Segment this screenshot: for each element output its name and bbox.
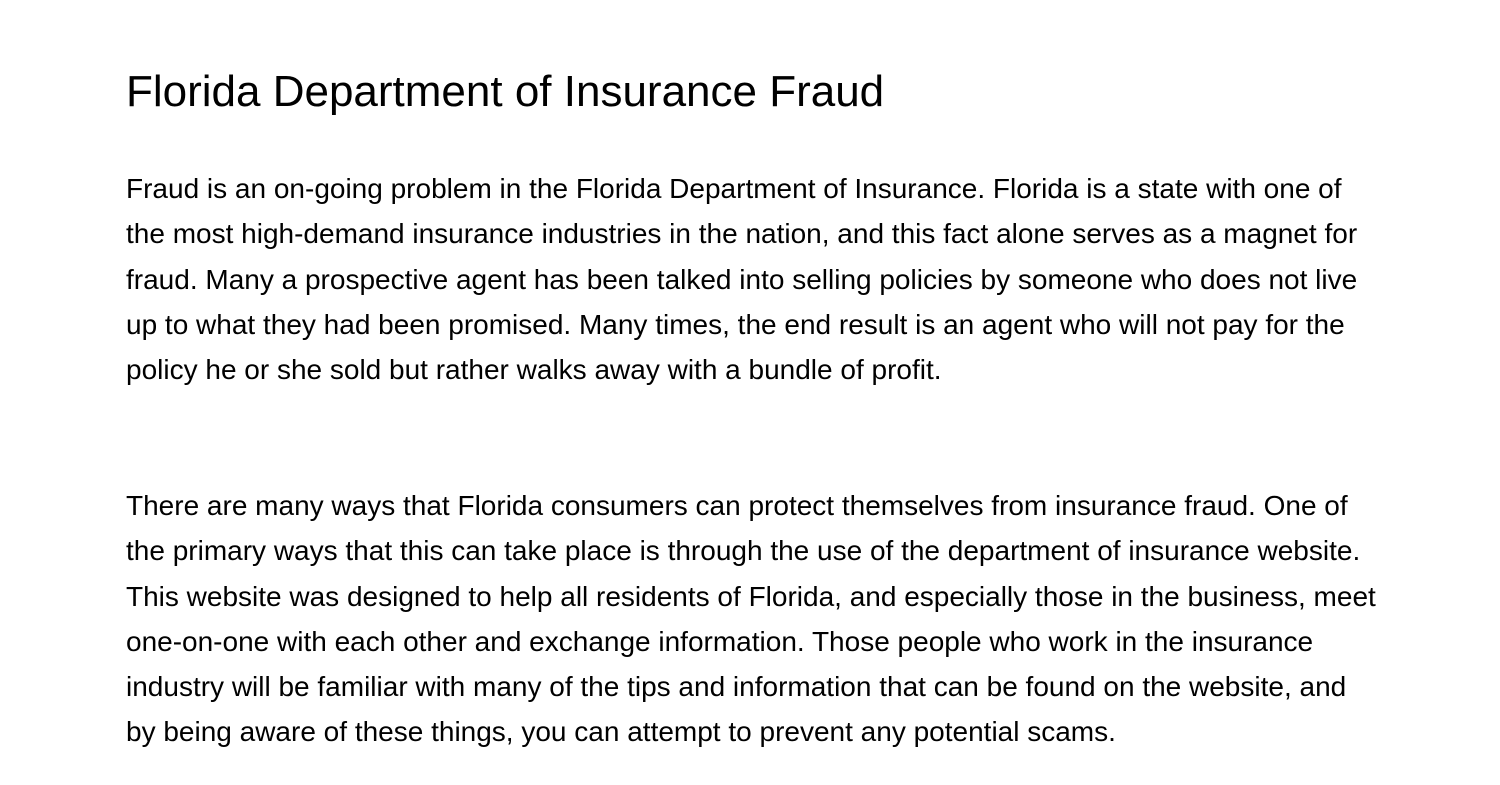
paragraph-2: There are many ways that Florida consumers can protect themselves from insurance fraud. One of the primary ways that this can take place is through the use of the department of insurance website. This website was designed to help all residents of Florida, and especially those in the business, meet one-on-one with each other and exchange information. Those people who work in the insurance industry will be familiar with many of the tips and information that can be found on the website, and by being aware of these things, you can attempt to prevent any potential scams.: [126, 490, 1376, 748]
document-title: Florida Department of Insurance Fraud: [126, 67, 885, 116]
paragraph-1: Fraud is an on-going problem in the Florida Department of Insurance. Florida is a state with one of the most high-demand insurance industries in the nation, and this fact alone serves as a magnet for fraud. Many a prospective agent has been talked into selling policies by someone who does not live up to what they had been promised. Many times, the end result is an agent who will not pay for the policy he or she sold but rather walks away with a bundle of profit.: [126, 173, 1358, 386]
